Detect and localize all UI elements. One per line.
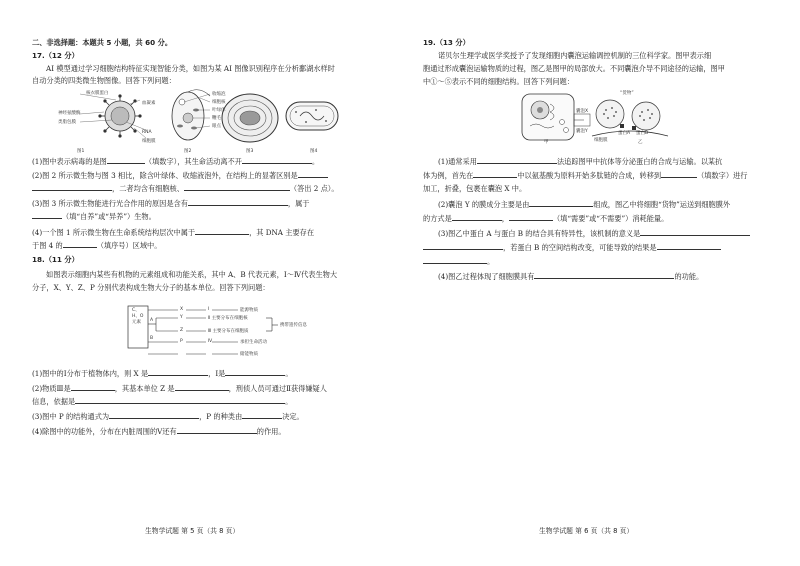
q19-part3-line2: [423, 242, 721, 252]
macromolecule-ii-label: Ⅱ 主要分布在细胞核: [208, 316, 248, 321]
element-a-label: A: [150, 318, 154, 323]
q19-intro-line3: 中①～⑤表示不同的细胞结构。回答下列问题：: [423, 77, 574, 86]
q19-p3-text-b: ，若蛋白 B 的空间结构改变，可能导致的结果是: [503, 243, 657, 252]
virus-diagram: [80, 94, 146, 138]
q19-part3-line3: [423, 256, 494, 266]
macromolecule-i-label: Ⅰ: [208, 307, 210, 312]
vesicle-y-label: 囊泡Y: [576, 129, 588, 134]
q17-p3-blank-2[interactable]: [32, 211, 62, 219]
q17-figure-svg: [60, 88, 345, 148]
q19-p1-blank-3[interactable]: [661, 170, 697, 178]
euglena-label-2: 叶绿体: [212, 108, 226, 113]
q18-p1-blank-1[interactable]: [148, 368, 208, 376]
q18-p3-text-a: (3)图中 P 的结构通式为: [32, 412, 110, 421]
q18-p2-text-a: (2)物质Ⅲ是: [32, 384, 71, 393]
q18-p3-blank-1[interactable]: [109, 411, 199, 419]
protein-b-label: 蛋白B: [636, 131, 649, 136]
q19-p2-blank-1[interactable]: [529, 199, 593, 207]
figure-yi-caption: 乙: [638, 140, 643, 145]
q17-part3-line2: [32, 211, 156, 221]
q17-p1-text-b: （填数字），其生命活动离不开: [144, 157, 242, 166]
q17-p2-blank-2[interactable]: [32, 183, 112, 191]
q17-p3-text-c: （填“自养”或“异养”）生物。: [62, 212, 156, 221]
q19-p4-text-a: (4)图乙过程体现了细胞膜具有: [438, 272, 535, 281]
figure-caption-4: 图4: [310, 149, 318, 154]
figure-jia-caption: 甲: [544, 140, 549, 145]
bacterium-diagram: [286, 102, 338, 130]
q17-part2-line2: [32, 183, 339, 193]
q18-p1-text-c: 。: [285, 369, 293, 378]
function-energy-label: 能源物质: [240, 308, 258, 313]
macromolecule-iii-label: Ⅲ 主要分布在细胞质: [208, 329, 249, 334]
q19-p2-text-e: （填“需要”或“不需要”）消耗能量。: [552, 214, 669, 223]
monomer-z-label: Z: [180, 328, 184, 333]
q19-p3-text-a: (3)图乙中蛋白 A 与蛋白 B 的结合具有特异性，该机制的意义是: [438, 229, 641, 238]
q18-title: 18.（11 分）: [32, 255, 79, 264]
q18-part3: [32, 411, 304, 421]
function-activity-label: 承担生命活动: [240, 340, 267, 345]
protein-a-label: 蛋白A: [618, 131, 631, 136]
function-genetic-label: 携带遗传信息: [280, 323, 307, 328]
q17-p3-text-a: (3)图 3 所示微生物能进行光合作用的原因是含有: [32, 199, 188, 208]
q19-p1-text-e: （填数字）进行: [697, 171, 748, 180]
q19-p2-text-d: ，: [501, 214, 509, 223]
q18-part4: [32, 426, 286, 436]
monomer-p-label: P: [180, 339, 183, 344]
monomer-y-label: Y: [180, 315, 183, 320]
q19-p2-blank-2[interactable]: [452, 213, 502, 221]
q19-p3-blank-2[interactable]: [423, 242, 503, 250]
q19-p1-text-d: 中以氨基酸为原料开始多肽链的合成，转移到: [517, 171, 662, 180]
q17-p1-blank-2[interactable]: [242, 156, 312, 164]
q18-p3-blank-2[interactable]: [242, 411, 282, 419]
q17-intro-line1: AI 模型通过学习细胞结构特征实现智能分类，如图为某 AI 图像识别程序在分析鄱湖水样时: [46, 64, 335, 73]
q19-p2-text-c: 的方式是: [423, 214, 452, 223]
right-page: [400, 0, 800, 566]
virus-label-2: 血凝素: [142, 101, 156, 106]
q17-p4-text-c: 于图 4 的: [32, 241, 63, 250]
euglena-label-5: 细胞核: [212, 100, 226, 105]
q18-p1-text-b: ，Ⅰ是: [208, 369, 226, 378]
q19-p1-text-a: (1)通常采用: [438, 157, 477, 166]
q17-p2-text-c: （答出 2 点）。: [289, 184, 339, 193]
q19-p1-blank-2[interactable]: [473, 170, 517, 178]
figure-caption-3: 图3: [246, 149, 254, 154]
q19-part1-line2: [423, 170, 747, 180]
euglena-label-4: 眼点: [212, 124, 221, 129]
q18-p2-blank-3[interactable]: [75, 396, 285, 404]
q17-intro-line2: 自动分类的四类微生物图像。回答下列问题：: [32, 76, 176, 85]
virus-label-4: RNA: [142, 130, 152, 135]
function-storage-label: 储能物质: [240, 352, 258, 357]
q19-p3-blank-4[interactable]: [423, 256, 487, 264]
q18-p1-blank-2[interactable]: [225, 368, 285, 376]
q19-p3-blank-1[interactable]: [640, 228, 750, 236]
q17-p2-blank-1[interactable]: [298, 170, 328, 178]
q19-title: 19.（13 分）: [423, 38, 470, 47]
macromolecule-iv-label: Ⅳ: [208, 339, 213, 344]
right-footer: 生物学试题 第 6 页（共 8 页）: [539, 527, 634, 535]
virus-label-6: 细胞膜: [142, 139, 156, 144]
q19-p2-text-a: (2)囊泡 Y 的膜成分主要是由: [438, 200, 530, 209]
figure-caption-2: 图2: [184, 149, 192, 154]
euglena-label-3: 鞭毛: [212, 116, 221, 121]
q18-p2-text-c: ，刑侦人员可通过Ⅱ获得嫌疑人: [228, 384, 327, 393]
q18-part2-line1: [32, 383, 327, 393]
q19-p3-text-c: 。: [487, 257, 495, 266]
q18-p2-text-b: ，其基本单位 Z 是: [114, 384, 175, 393]
q17-part4-line1: [32, 227, 314, 237]
q18-intro-line1: 如图表示细胞内某些有机物的元素组成和功能关系，其中 A、B 代表元素，Ⅰ～Ⅳ代表生物大: [46, 270, 338, 279]
q17-microbe-figure: [60, 88, 345, 148]
q17-p3-text-b: ，属于: [287, 199, 310, 208]
q17-p2-blank-3[interactable]: [184, 183, 290, 191]
q18-part2-line2: [32, 396, 292, 406]
q19-p1-blank-1[interactable]: [477, 156, 557, 164]
q17-part4-line2: [32, 240, 161, 250]
q19-part1-line3: 加工，折叠，包裹在囊泡 X 中。: [423, 184, 527, 193]
monomer-x-label: X: [180, 307, 184, 312]
q17-p2-text-b: ，二者均含有细胞核、: [112, 184, 184, 193]
q17-p4-text-a: (4)一个图 1 所示微生物在生命系统结构层次中属于: [32, 228, 196, 237]
q17-p1-text-a: (1)图中表示病毒的是图: [32, 157, 107, 166]
q19-part4: [438, 271, 703, 281]
q19-p4-text-b: 的功能。: [674, 272, 704, 281]
q19-p1-text-b: 法追踪图甲中抗体等分泌蛋白的合成与运输。以某抗: [556, 157, 723, 166]
q17-part2-line1: [32, 170, 328, 180]
euglena-label-1: 收缩泡: [212, 92, 226, 97]
q18-intro-line2: 分子，X、Y、Z、P 分别代表构成生物大分子的基本单位。回答下列问题：: [32, 283, 270, 292]
q18-p3-text-b: ，P 的种类由: [199, 412, 243, 421]
q17-p4-blank-1[interactable]: [195, 227, 249, 235]
q18-p4-blank-1[interactable]: [177, 426, 257, 434]
virus-label-3: 神经氨酸酶: [58, 111, 81, 116]
q18-p1-text-a: (1)图中的Ⅰ分布于植物体内，则 X 是: [32, 369, 149, 378]
q18-part1: [32, 368, 293, 378]
q17-p1-text-c: 。: [311, 157, 320, 166]
q19-part1-line1: [438, 156, 722, 166]
q18-p2-blank-1[interactable]: [71, 383, 115, 391]
q17-p4-text-b: ，其 DNA 主要存在: [249, 228, 315, 237]
q17-title: 17.（12 分）: [32, 51, 79, 60]
q19-part2-line1: [438, 199, 730, 209]
euglena-diagram: [172, 90, 210, 140]
q19-p4-blank-1[interactable]: [534, 271, 674, 279]
left-footer: 生物学试题 第 5 页（共 8 页）: [145, 527, 240, 535]
virus-label-5: 类脂包膜: [58, 120, 76, 125]
q19-p2-text-b: 组成，图乙中将细胞“货物”运送到细胞膜外: [593, 200, 731, 209]
q17-part3-line1: [32, 198, 309, 208]
cargo-label: “货物”: [620, 91, 634, 96]
q19-part2-line2: [423, 213, 668, 223]
q19-part3-line1: [438, 228, 750, 238]
q19-p2-blank-3[interactable]: [509, 213, 553, 221]
q18-p4-text-b: 的作用。: [256, 427, 286, 436]
q18-p2-text-e: 。: [285, 397, 293, 406]
q18-p2-text-d: 信息，依据是: [32, 397, 76, 406]
cyanobacterium-diagram: [222, 94, 278, 142]
q19-p3-blank-3[interactable]: [657, 242, 721, 250]
figure-caption-1: 图1: [77, 149, 85, 154]
q17-p2-text-a: (2)图 2 所示微生物与图 3 相比，除含叶绿体、收缩液泡外，在结构上的显著区别是: [32, 171, 298, 180]
vesicle-x-label: 囊泡X: [576, 109, 589, 114]
section-header: 二、非选择题：本题共 5 小题，共 60 分。: [32, 38, 173, 47]
q18-p3-text-c: 决定。: [282, 412, 304, 421]
q18-p2-blank-2[interactable]: [175, 383, 229, 391]
q19-p1-text-c: 体为例，首先在: [423, 171, 474, 180]
q17-part1: [32, 156, 319, 166]
q17-p4-blank-2[interactable]: [63, 240, 97, 248]
q17-p3-blank-1[interactable]: [188, 198, 288, 206]
q19-intro-line2: 胞通过形成囊泡运输物质的过程，图乙是图甲的局部放大。不同囊泡介导不同途径的运输，图甲: [423, 64, 725, 73]
q17-p1-blank-1[interactable]: [107, 156, 145, 164]
virus-label-1: 核衣膜蛋白: [86, 91, 109, 96]
q19-intro-line1: 诺贝尔生理学或医学奖授予了发现细胞内囊泡运输调控机制的三位科学家。图甲表示细: [438, 51, 712, 60]
q18-flow-diagram: [126, 298, 316, 362]
q19-vesicle-figure: [520, 92, 670, 144]
q18-p4-text-a: (4)除图中的功能外，分布在内脏周围的Ⅴ还有: [32, 427, 177, 436]
q17-p4-text-d: （填序号）区域中。: [96, 241, 162, 250]
cell-membrane-label: 细胞膜: [594, 138, 608, 143]
element-b-label: B: [150, 336, 154, 341]
element-box-label: C、H、O元素: [132, 308, 144, 325]
